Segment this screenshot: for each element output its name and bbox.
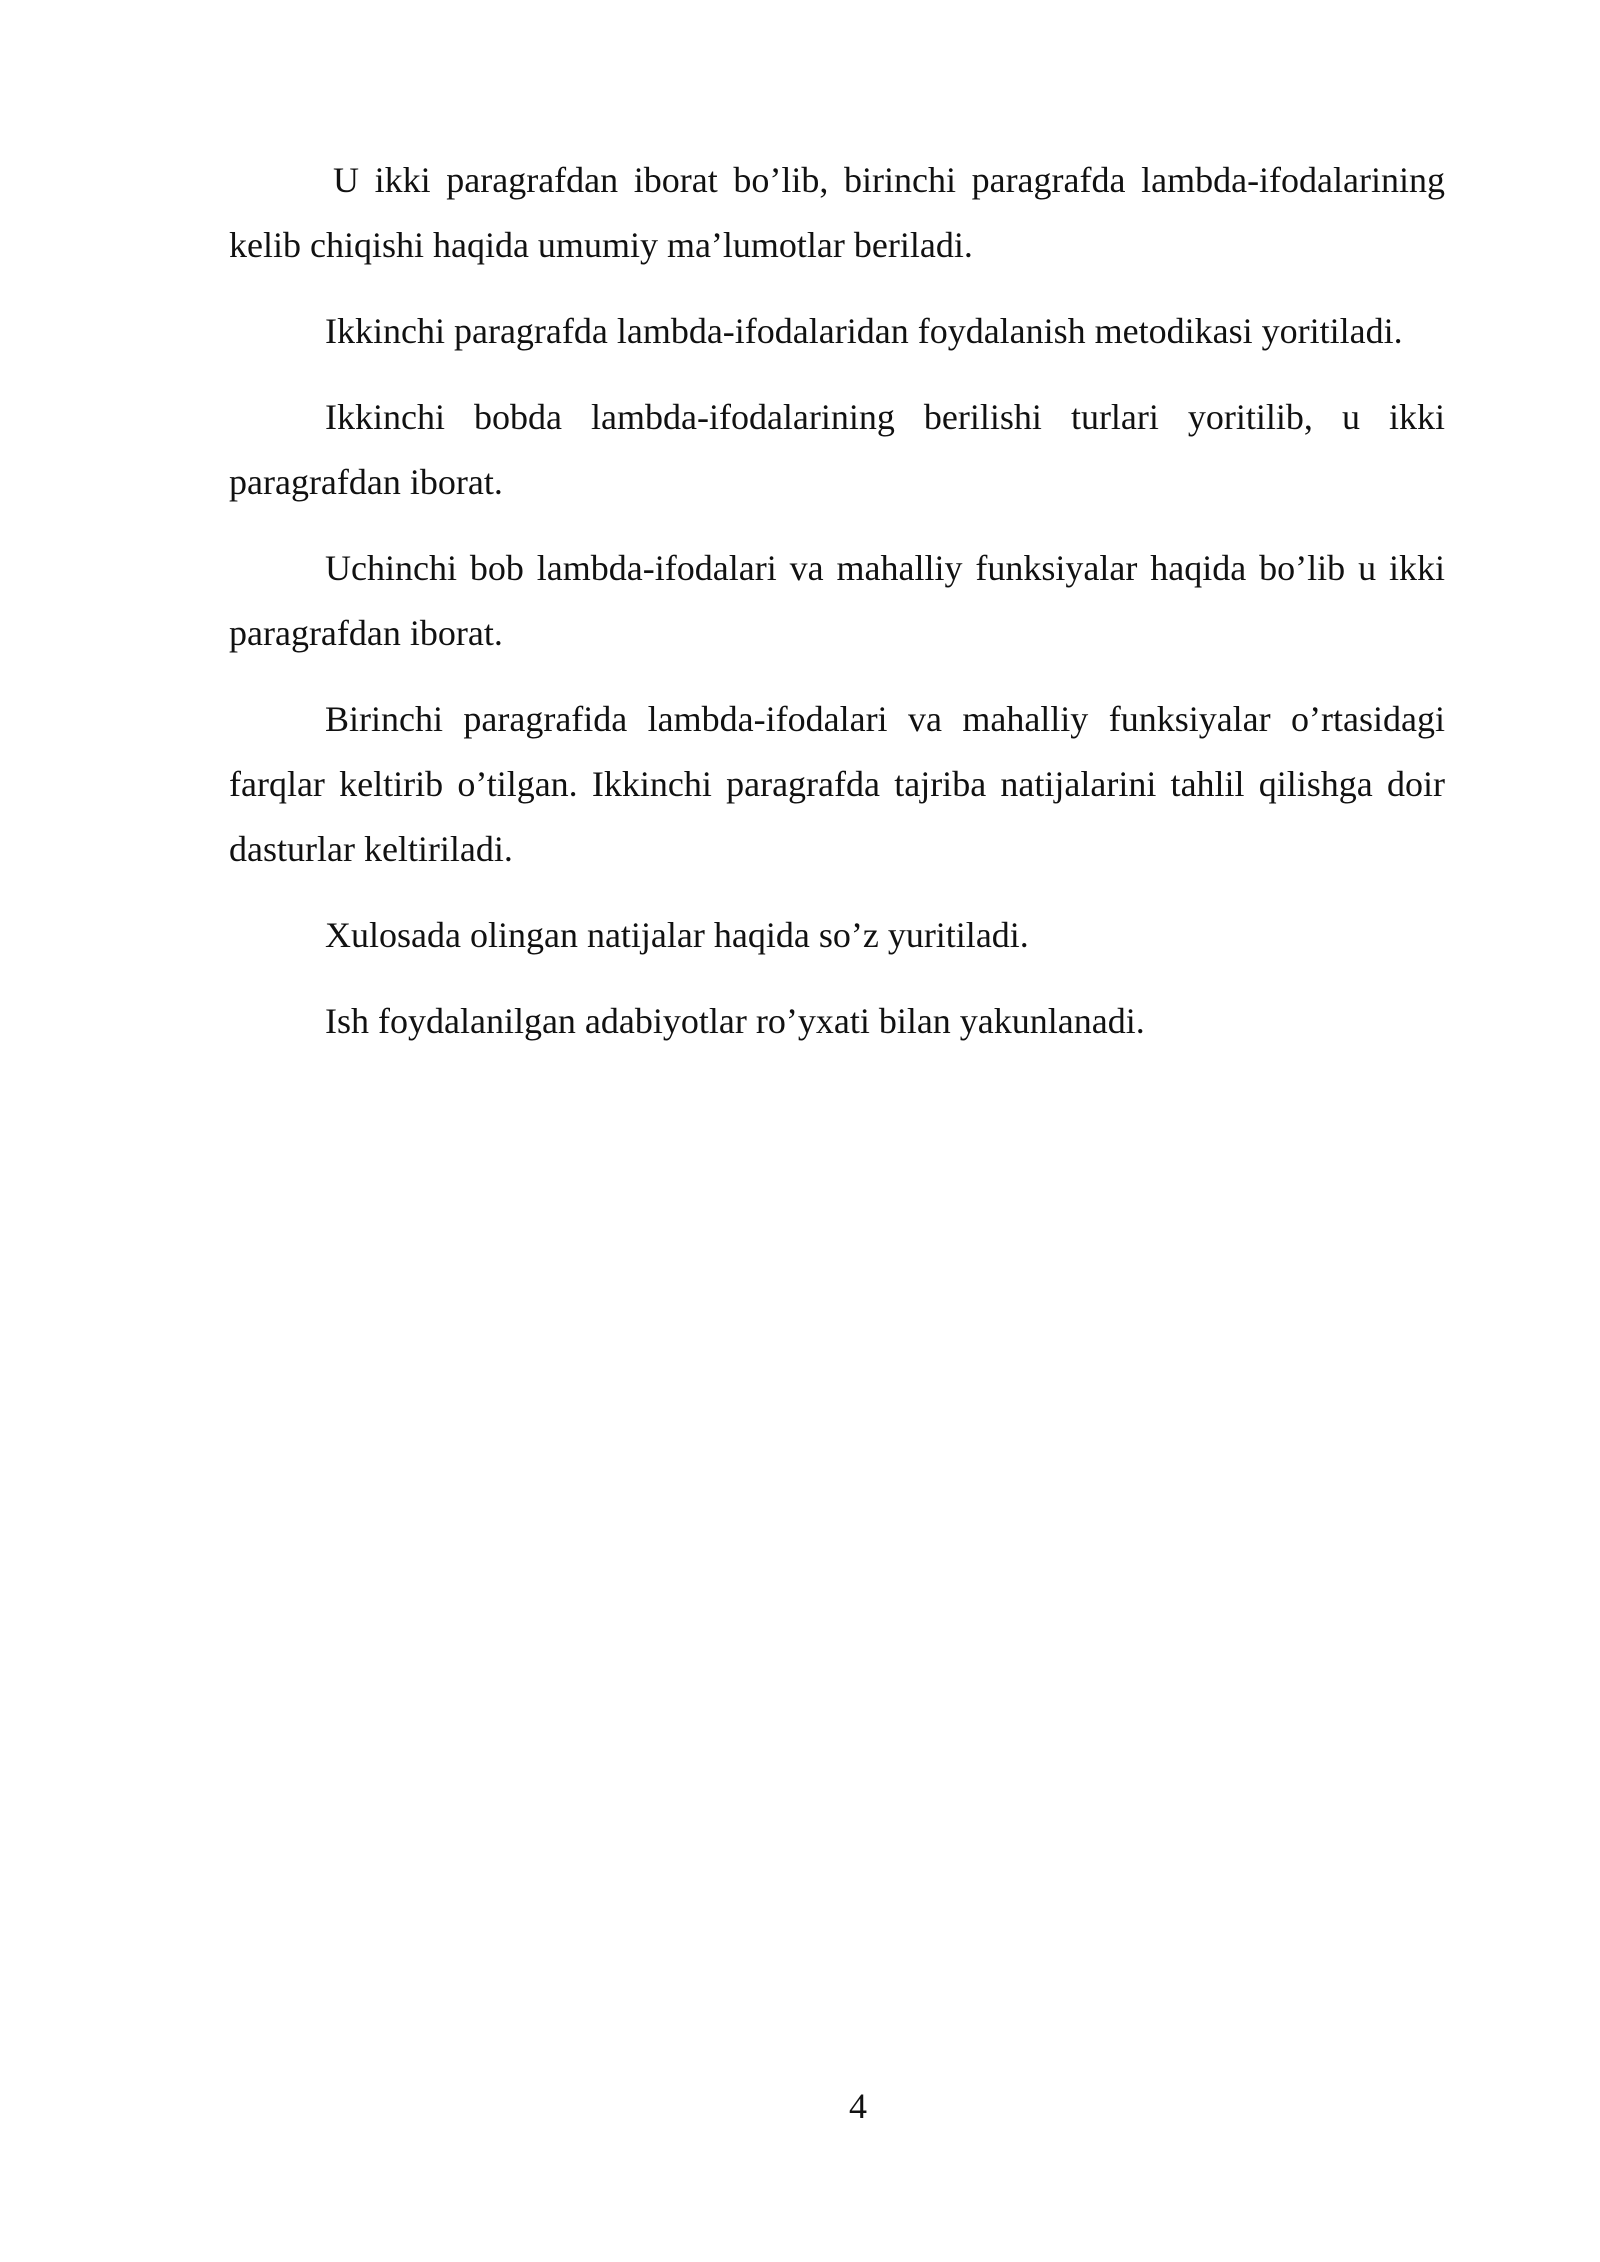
paragraph-1: U ikki paragrafdan iborat bo’lib, birinchi paragrafda lambda-ifodalarining kelib chiqishi haqida umumiy ma’lumotlar beriladi. [229,160,1445,265]
paragraph-6: Xulosada olingan natijalar haqida so’z yuritiladi. [325,915,1029,955]
paragraph-5: Birinchi paragrafida lambda-ifodalari va mahalliy funksiyalar o’rtasidagi farqlar keltirib o’tilgan. Ikkinchi paragrafda tajriba natijalarini tahlil qilishga doir dasturlar keltiriladi. [229,699,1445,869]
page-body [229,148,1445,1075]
page-number: 4 [849,2086,867,2126]
paragraph-7: Ish foydalanilgan adabiyotlar ro’yxati bilan yakunlanadi. [325,1001,1145,1041]
paragraph-4: Uchinchi bob lambda-ifodalari va mahalliy funksiyalar haqida bo’lib u ikki paragrafdan iborat. [229,548,1445,653]
paragraph-3: Ikkinchi bobda lambda-ifodalarining berilishi turlari yoritilib, u ikki paragrafdan iborat. [229,397,1445,502]
paragraph-2: Ikkinchi paragrafda lambda-ifodalaridan foydalanish metodikasi yoritiladi. [325,311,1403,351]
